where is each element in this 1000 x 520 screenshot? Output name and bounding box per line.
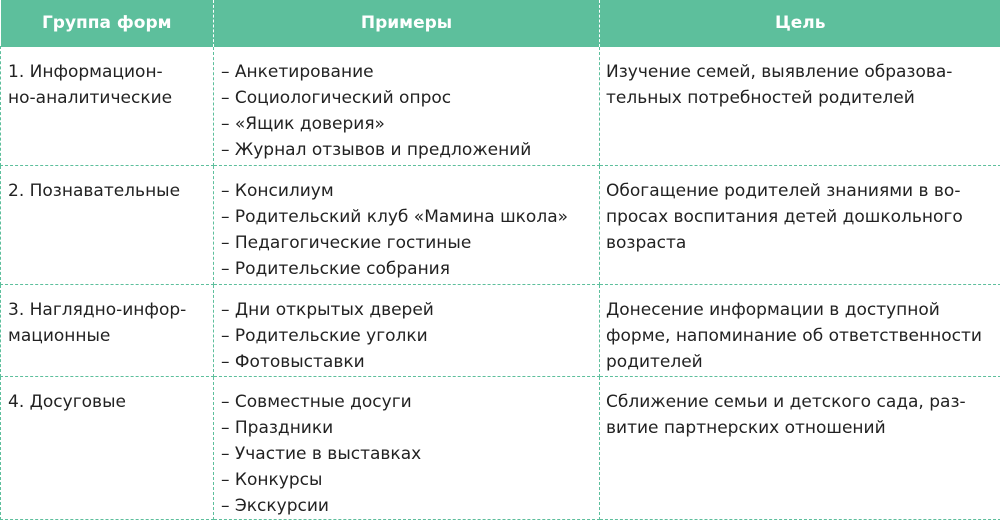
group-cell xyxy=(1,285,214,377)
example-item: – Совместные досуги xyxy=(221,389,595,415)
example-item: – Фотовыставки xyxy=(221,349,595,375)
table-row xyxy=(1,377,1000,520)
example-item: – Родительские собрания xyxy=(221,256,595,282)
group-text: но-аналитические xyxy=(8,85,209,111)
examples-cell xyxy=(214,377,600,520)
examples-cell xyxy=(214,47,600,166)
group-text: мационные xyxy=(8,323,209,349)
table-row xyxy=(1,166,1000,285)
table-header-row xyxy=(1,0,1000,47)
example-item: – Анкетирование xyxy=(221,59,595,85)
group-text: 1. Информацион- xyxy=(8,59,209,85)
goal-text: форме, напоминание об ответственности xyxy=(606,323,996,349)
goal-text: тельных потребностей родителей xyxy=(606,85,996,111)
goal-cell xyxy=(600,285,1000,377)
goal-text: Обогащение родителей знаниями в во- xyxy=(606,178,996,204)
example-item: – Педагогические гостиные xyxy=(221,230,595,256)
example-item: – Праздники xyxy=(221,415,595,441)
goal-text: Донесение информации в доступной xyxy=(606,297,996,323)
group-cell xyxy=(1,377,214,520)
example-item: – Журнал отзывов и предложений xyxy=(221,137,595,163)
example-item: – Конкурсы xyxy=(221,467,595,493)
example-item: – Родительские уголки xyxy=(221,323,595,349)
table-row xyxy=(1,47,1000,166)
header-examples: Примеры xyxy=(214,0,600,47)
example-item: – Дни открытых дверей xyxy=(221,297,595,323)
goal-text: Сближение семьи и детского сада, раз- xyxy=(606,389,996,415)
goal-text: просах воспитания детей дошкольного xyxy=(606,204,996,230)
example-item: – Родительский клуб «Мамина школа» xyxy=(221,204,595,230)
example-item: – Участие в выставках xyxy=(221,441,595,467)
group-text: 4. Досуговые xyxy=(8,389,209,415)
table-row xyxy=(1,285,1000,377)
group-cell xyxy=(1,47,214,166)
example-item: – Социологический опрос xyxy=(221,85,595,111)
goal-text: Изучение семей, выявление образова- xyxy=(606,59,996,85)
example-item: – Консилиум xyxy=(221,178,595,204)
goal-text: возраста xyxy=(606,230,996,256)
examples-cell xyxy=(214,285,600,377)
example-item: – «Ящик доверия» xyxy=(221,111,595,137)
goal-cell xyxy=(600,377,1000,520)
group-cell xyxy=(1,166,214,285)
goal-cell xyxy=(600,166,1000,285)
group-text: 3. Наглядно-инфор- xyxy=(8,297,209,323)
group-text: 2. Познавательные xyxy=(8,178,209,204)
header-goal: Цель xyxy=(600,0,1000,47)
header-group: Группа форм xyxy=(1,0,214,47)
goal-cell xyxy=(600,47,1000,166)
example-item: – Экскурсии xyxy=(221,493,595,519)
goal-text: витие партнерских отношений xyxy=(606,415,996,441)
examples-cell xyxy=(214,166,600,285)
goal-text: родителей xyxy=(606,349,996,375)
